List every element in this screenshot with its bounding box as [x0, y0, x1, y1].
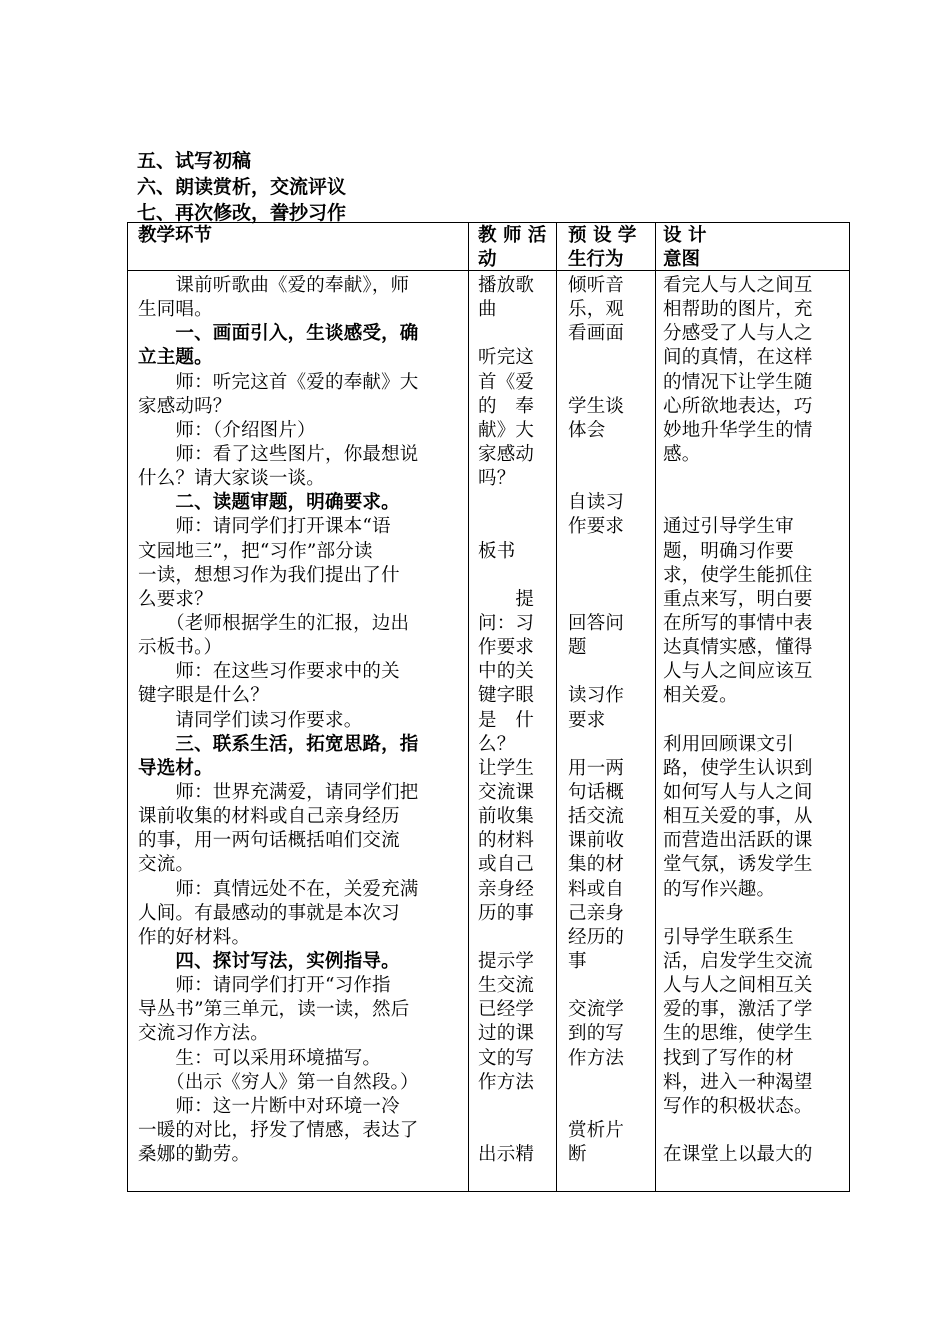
table-cell-line: 括交流: [568, 806, 625, 828]
table-cell-line: 题: [568, 637, 587, 659]
table-cell-line: 请同学们读习作要求。: [138, 709, 363, 731]
table-cell-line: [568, 733, 652, 757]
table-cell-line: 读习作: [568, 685, 625, 707]
table-cell-line: [568, 660, 652, 684]
table-cell-line: 师：世界充满爱，请同学们把: [138, 781, 419, 803]
table-cell-line: [663, 709, 845, 733]
heading-step-5: 五、试写初稿: [137, 150, 252, 172]
table-cell-line: 的写作兴趣。: [663, 878, 776, 900]
table-cell-line: [663, 491, 845, 515]
table-cell-line: 人与人之间应该互: [663, 661, 813, 683]
table-cell-line: 四、探讨写法，实例指导。: [138, 950, 400, 972]
table-cell-line: [568, 1095, 652, 1119]
table-cell-line: 动: [478, 249, 497, 271]
heading-step-7: 七、再次修改，誊抄习作: [137, 202, 347, 224]
table-cell-line: 师：这一片断中对环境一冷: [138, 1095, 400, 1117]
table-cell-line: 键字眼: [478, 685, 535, 707]
table-cell-line: 曲: [478, 299, 497, 321]
table-cell-line: 相帮助的图片，充: [663, 299, 813, 321]
table-cell-line: 二、读题审题，明确要求。: [138, 492, 400, 514]
table-cell-line: 交流课: [478, 781, 535, 803]
table-cell-line: 的事，用一两句话概括咱们交流: [138, 830, 400, 852]
table-cell-line: 经历的: [568, 926, 625, 948]
table-cell-line: 看完人与人之间互: [663, 275, 813, 296]
table-cell-line: 间的真情，在这样: [663, 347, 813, 369]
table-cell-line: 一读，想想习作为我们提出了什: [138, 564, 400, 586]
table-cell-line: [568, 588, 652, 612]
table-cell-line: [478, 491, 554, 515]
column-divider: [655, 223, 656, 1191]
table-cell-line: 找到了写作的材: [663, 1047, 794, 1069]
section-headings: [137, 148, 346, 226]
table-cell-line: 句话概: [568, 781, 625, 803]
table-cell-line: 导丛书”第三单元，读一读，然后: [138, 999, 410, 1021]
table-cell-line: 亲身经: [478, 878, 535, 900]
table-cell-line: 过的课: [478, 1023, 535, 1045]
table-cell-line: 家感动: [478, 443, 535, 465]
design-intent-column: [663, 274, 845, 1167]
table-cell-line: [663, 1119, 845, 1143]
table-cell-line: [568, 1071, 652, 1095]
table-cell-line: 料或自: [568, 878, 625, 900]
table-cell-line: 分感受了人与人之: [663, 323, 813, 345]
table-cell-line: 一、画面引入，生谈感受，确: [138, 323, 419, 345]
table-cell-line: 求，使学生能抓住: [663, 564, 813, 586]
table-cell-line: 集的材: [568, 854, 625, 876]
table-cell-line: 师：（介绍图片）: [138, 419, 316, 441]
table-cell-line: 如何写人与人之间: [663, 781, 813, 803]
header-design-intent: [663, 224, 845, 272]
teaching-stage-column: [138, 274, 468, 1167]
table-cell-line: 到的写: [568, 1023, 625, 1045]
table-cell-line: 作要求: [478, 637, 535, 659]
table-cell-line: 师：请同学们打开课本“语: [138, 516, 391, 538]
table-cell-line: 听完这: [478, 347, 535, 369]
table-cell-line: 师：在这些习作要求中的关: [138, 661, 400, 683]
heading-step-6: 六、朗读赏析，交流评议: [137, 176, 347, 198]
table-cell-line: 用一两: [568, 757, 625, 779]
table-cell-line: 通过引导学生审: [663, 516, 794, 538]
table-cell-line: 在课堂上以最大的: [663, 1144, 813, 1166]
table-cell-line: 倾听音: [568, 275, 625, 296]
table-cell-line: 的 奉: [478, 395, 535, 417]
table-cell-line: [478, 322, 554, 346]
table-cell-line: 献》大: [478, 419, 535, 441]
table-cell-line: 设 计: [663, 225, 707, 246]
table-cell-line: 立主题。: [138, 347, 213, 369]
table-cell-line: 文园地三”，把“习作”部分读: [138, 540, 373, 562]
table-cell-line: 人与人之间相互关: [663, 975, 813, 997]
table-cell-line: 键字眼是什么？: [138, 685, 269, 707]
table-cell-line: [663, 467, 845, 491]
table-cell-line: 问：习: [478, 612, 535, 634]
table-cell-line: 乐，观: [568, 299, 625, 321]
table-cell-line: 生同唱。: [138, 299, 213, 321]
table-cell-line: 是 什: [478, 709, 535, 731]
table-cell-line: 示板书。）: [138, 637, 223, 659]
table-cell-line: 感。: [663, 443, 701, 465]
table-cell-line: 桑娜的勤劳。: [138, 1144, 251, 1166]
table-cell-line: 吗？: [478, 468, 516, 490]
table-cell-line: 一暖的对比，抒发了情感，表达了: [138, 1119, 419, 1141]
header-teacher-activity: [478, 224, 554, 272]
table-cell-line: 心所欲地表达，巧: [663, 395, 813, 417]
table-cell-line: 家感动吗？: [138, 395, 232, 417]
table-cell-line: （老师根据学生的汇报，边出: [138, 612, 410, 634]
table-cell-line: 堂气氛，诱发学生: [663, 854, 813, 876]
header-teaching-stage: [138, 224, 468, 248]
table-cell-line: 课前收集的材料或自己亲身经历: [138, 806, 400, 828]
table-cell-line: 学生谈: [568, 395, 625, 417]
table-cell-line: 导选材。: [138, 757, 213, 779]
table-cell-line: 己亲身: [568, 902, 625, 924]
table-cell-line: 让学生: [478, 757, 535, 779]
table-cell-line: 交流。: [138, 854, 195, 876]
table-cell-line: 作要求: [568, 516, 625, 538]
table-cell-line: 爱的事，激活了学: [663, 999, 813, 1021]
table-cell-line: 么要求？: [138, 588, 213, 610]
table-cell-line: 断: [568, 1144, 587, 1166]
table-cell-line: [568, 540, 652, 564]
table-cell-line: 活，启发学生交流: [663, 950, 813, 972]
table-cell-line: 播放歌: [478, 275, 535, 296]
table-cell-line: 达真情实感，懂得: [663, 637, 813, 659]
table-cell-line: 作方法: [568, 1047, 625, 1069]
table-cell-line: 三、联系生活，拓宽思路，指: [138, 733, 419, 755]
table-cell-line: 课前收: [568, 830, 625, 852]
table-cell-line: 的情况下让学生随: [663, 371, 813, 393]
table-cell-line: 回答问: [568, 612, 625, 634]
table-cell-line: 首《爱: [478, 371, 535, 393]
table-cell-line: 作方法: [478, 1071, 535, 1093]
table-cell-line: 文的写: [478, 1047, 535, 1069]
table-cell-line: 历的事: [478, 902, 535, 924]
table-cell-line: 或自己: [478, 854, 535, 876]
column-divider: [468, 223, 469, 1191]
table-cell-line: 提: [478, 588, 535, 610]
column-divider: [556, 223, 557, 1191]
table-cell-line: 生的思维，使学生: [663, 1023, 813, 1045]
table-cell-line: [478, 926, 554, 950]
table-cell-line: 什么？请大家谈一谈。: [138, 468, 326, 490]
table-cell-line: 妙地升华学生的情: [663, 419, 813, 441]
table-cell-line: 教 师 活: [478, 225, 547, 246]
table-cell-line: 在所写的事情中表: [663, 612, 813, 634]
table-cell-line: 而营造出活跃的课: [663, 830, 813, 852]
table-cell-line: 师：真情远处不在，关爱充满: [138, 878, 419, 900]
table-cell-line: 相关爱。: [663, 685, 738, 707]
table-cell-line: 出示精: [478, 1144, 535, 1166]
table-cell-line: 前收集: [478, 806, 535, 828]
table-cell-line: 中的关: [478, 661, 535, 683]
table-cell-line: 自读习: [568, 492, 625, 514]
table-cell-line: 写作的积极状态。: [663, 1095, 813, 1117]
header-student-behavior: [568, 224, 652, 272]
table-cell-line: 课前听歌曲《爱的奉献》，师: [138, 275, 410, 296]
table-cell-line: 事: [568, 950, 587, 972]
table-cell-line: 题，明确习作要: [663, 540, 794, 562]
table-cell-line: [568, 467, 652, 491]
table-cell-line: 引导学生联系生: [663, 926, 794, 948]
table-cell-line: 生：可以采用环境描写。: [138, 1047, 382, 1069]
table-cell-line: [568, 564, 652, 588]
table-cell-line: 路，使学生认识到: [663, 757, 813, 779]
table-cell-line: 师：请同学们打开“习作指: [138, 975, 391, 997]
student-behavior-column: [568, 274, 652, 1167]
table-cell-line: 已经学: [478, 999, 535, 1021]
teacher-activity-column: [478, 274, 554, 1167]
table-cell-line: 师：听完这首《爱的奉献》大: [138, 371, 419, 393]
table-cell-line: 交流习作方法。: [138, 1023, 269, 1045]
table-cell-line: 料，进入一种渴望: [663, 1071, 813, 1093]
table-cell-line: 交流学: [568, 999, 625, 1021]
table-cell-line: 么？: [478, 733, 516, 755]
table-cell-line: [478, 515, 554, 539]
table-cell-line: 相互关爱的事，从: [663, 806, 813, 828]
table-cell-line: 要求: [568, 709, 606, 731]
table-cell-line: 师：看了这些图片，你最想说: [138, 443, 419, 465]
table-cell-line: [568, 346, 652, 370]
table-cell-line: [568, 974, 652, 998]
lesson-plan-table: [127, 222, 850, 1192]
table-cell-line: 作的好材料。: [138, 926, 251, 948]
table-cell-line: 的材料: [478, 830, 535, 852]
table-cell-line: 体会: [568, 419, 606, 441]
table-cell-line: 生交流: [478, 975, 535, 997]
table-cell-line: [568, 371, 652, 395]
table-cell-line: [478, 1095, 554, 1119]
table-cell-line: 意图: [663, 249, 701, 271]
table-cell-line: [663, 902, 845, 926]
table-cell-line: 教学环节: [138, 225, 213, 246]
table-cell-line: [478, 1119, 554, 1143]
table-cell-line: 生行为: [568, 249, 624, 271]
table-cell-line: 重点来写，明白要: [663, 588, 813, 610]
table-cell-line: 板书: [478, 540, 516, 562]
table-cell-line: 赏析片: [568, 1119, 625, 1141]
table-cell-line: 利用回顾课文引: [663, 733, 794, 755]
table-cell-line: [478, 564, 554, 588]
table-cell-line: 看画面: [568, 323, 625, 345]
table-cell-line: 预 设 学: [568, 225, 637, 246]
table-cell-line: （出示《穷人》第一自然段。）: [138, 1071, 419, 1093]
table-cell-line: 人间。有最感动的事就是本次习: [138, 902, 400, 924]
table-cell-line: [568, 443, 652, 467]
table-cell-line: 提示学: [478, 950, 535, 972]
